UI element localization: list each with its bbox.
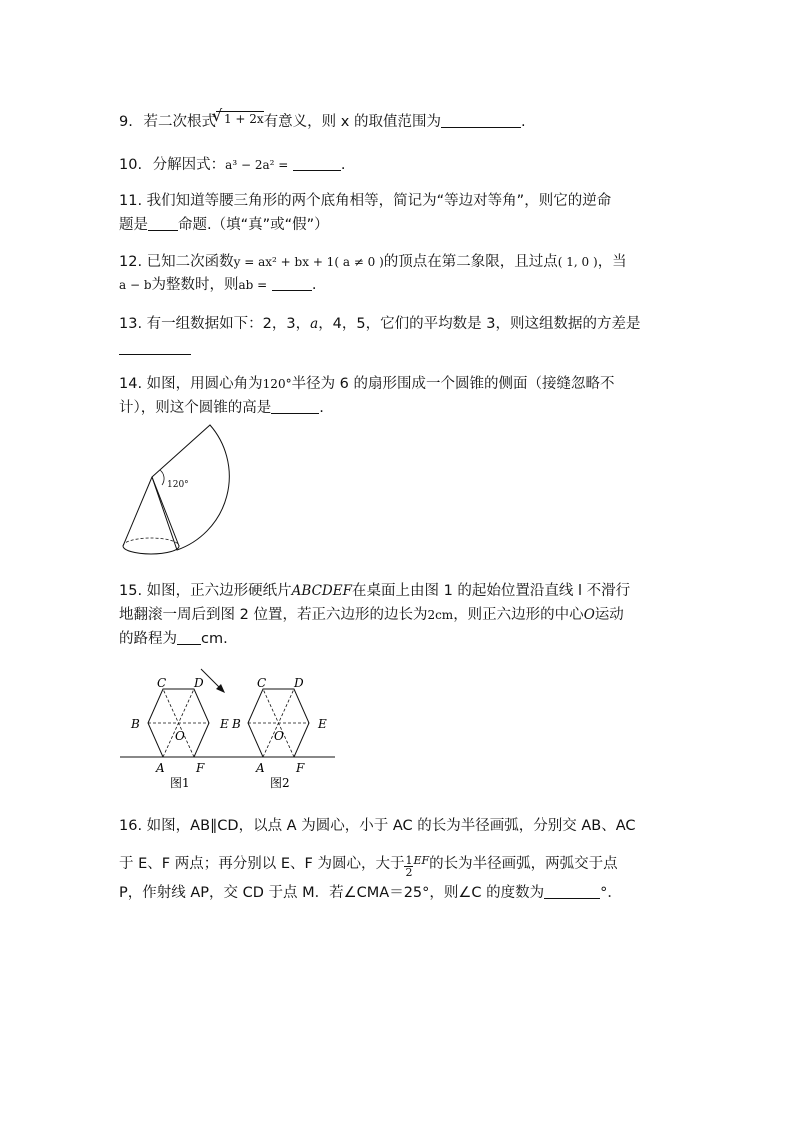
answer-blank — [271, 399, 319, 414]
hexagon-roll-figure — [115, 666, 340, 794]
question-9: 9. 若二次根式√ 1 + 2x有意义，则 x 的取值范围为 . — [119, 110, 526, 134]
vertex-label: B — [131, 717, 140, 731]
figure-caption: 图1 — [170, 776, 190, 790]
answer-blank — [441, 113, 521, 128]
question-13-line-2 — [119, 337, 191, 361]
sqrt-expression: √ 1 + 2x — [216, 111, 264, 126]
question-16-line-2: 于 E、F 两点；再分别以 E、F 为圆心，大于 $\frac{1}{2}$ $^{EF}$的长为半径画弧，两弧交于点 — [119, 854, 618, 879]
angle-label: 120° — [167, 480, 189, 490]
vertex-label: E — [318, 717, 327, 731]
question-15-line-2: 地翻滚一周后到图 2 位置，若正六边形的边长为2cm，则正六边形的中心O运动 — [119, 607, 624, 623]
question-11-line-1: 11. 我们知道等腰三角形的两个底角相等，简记为“等边对等角”，则它的逆命 — [119, 193, 612, 209]
answer-blank — [119, 340, 191, 355]
answer-blank — [177, 630, 201, 645]
vertex-label: D — [194, 676, 204, 690]
figure-caption: 图2 — [270, 776, 290, 790]
question-10: 10. 分解因式：a³ − 2a² = . — [119, 157, 346, 173]
cone-base-front — [123, 546, 179, 554]
angle-mark — [160, 470, 164, 485]
answer-blank — [148, 216, 178, 231]
answer-blank — [544, 884, 600, 899]
answer-blank — [272, 276, 312, 291]
vertex-label: C — [257, 676, 267, 690]
sector-arc — [152, 425, 229, 550]
question-15-line-1: 15. 如图，正六边形硬纸片ABCDEF在桌面上由图 1 的起始位置沿直线 l 不滑行 — [119, 583, 631, 599]
vertex-label: E — [220, 717, 229, 731]
question-12-line-2: a − b为整数时，则ab = . — [119, 277, 317, 293]
vertex-label: B — [232, 717, 241, 731]
question-16-line-1: 16. 如图，AB∥CD，以点 A 为圆心，小于 AC 的长为半径画弧，分别交 AB、AC — [119, 818, 636, 834]
question-13: 13. 有一组数据如下：2，3，a，4，5，它们的平均数是 3，则这组数据的方差是 — [119, 316, 641, 332]
cone-left-edge — [123, 477, 152, 546]
hexagon-2 — [231, 676, 327, 790]
question-14-line-1: 14. 如图，用圆心角为120°半径为 6 的扇形围成一个圆锥的侧面（接缝忽略不 — [119, 376, 615, 392]
vertex-label: A — [156, 761, 165, 775]
vertex-label: C — [157, 676, 167, 690]
answer-blank — [293, 156, 341, 171]
fraction-half: $\frac{1}{2}$ — [405, 854, 413, 879]
question-14-line-2: 计），则这个圆锥的高是 . — [119, 400, 324, 416]
hexagon-1 — [130, 676, 229, 790]
cone-base-back — [123, 538, 179, 546]
vertex-label: F — [196, 761, 205, 775]
vertex-label: O — [274, 729, 284, 743]
question-15-line-3: 的路程为 cm. — [119, 631, 228, 647]
question-11-line-2: 题是 命题.（填“真”或“假”） — [119, 217, 329, 233]
roll-arrow — [201, 669, 221, 689]
vertex-label: O — [175, 729, 185, 743]
vertex-label: A — [256, 761, 265, 775]
vertex-label: F — [296, 761, 305, 775]
question-12-line-1: 12. 已知二次函数y = ax² + bx + 1( a ≠ 0 )的顶点在第二象限，且过点( 1, 0 )，当 — [119, 254, 627, 270]
cone-sector-figure — [115, 420, 245, 565]
vertex-label: D — [294, 676, 304, 690]
question-16-line-3: P，作射线 AP，交 CD 于点 M．若∠CMA＝25°，则∠C 的度数为 °． — [119, 885, 622, 901]
